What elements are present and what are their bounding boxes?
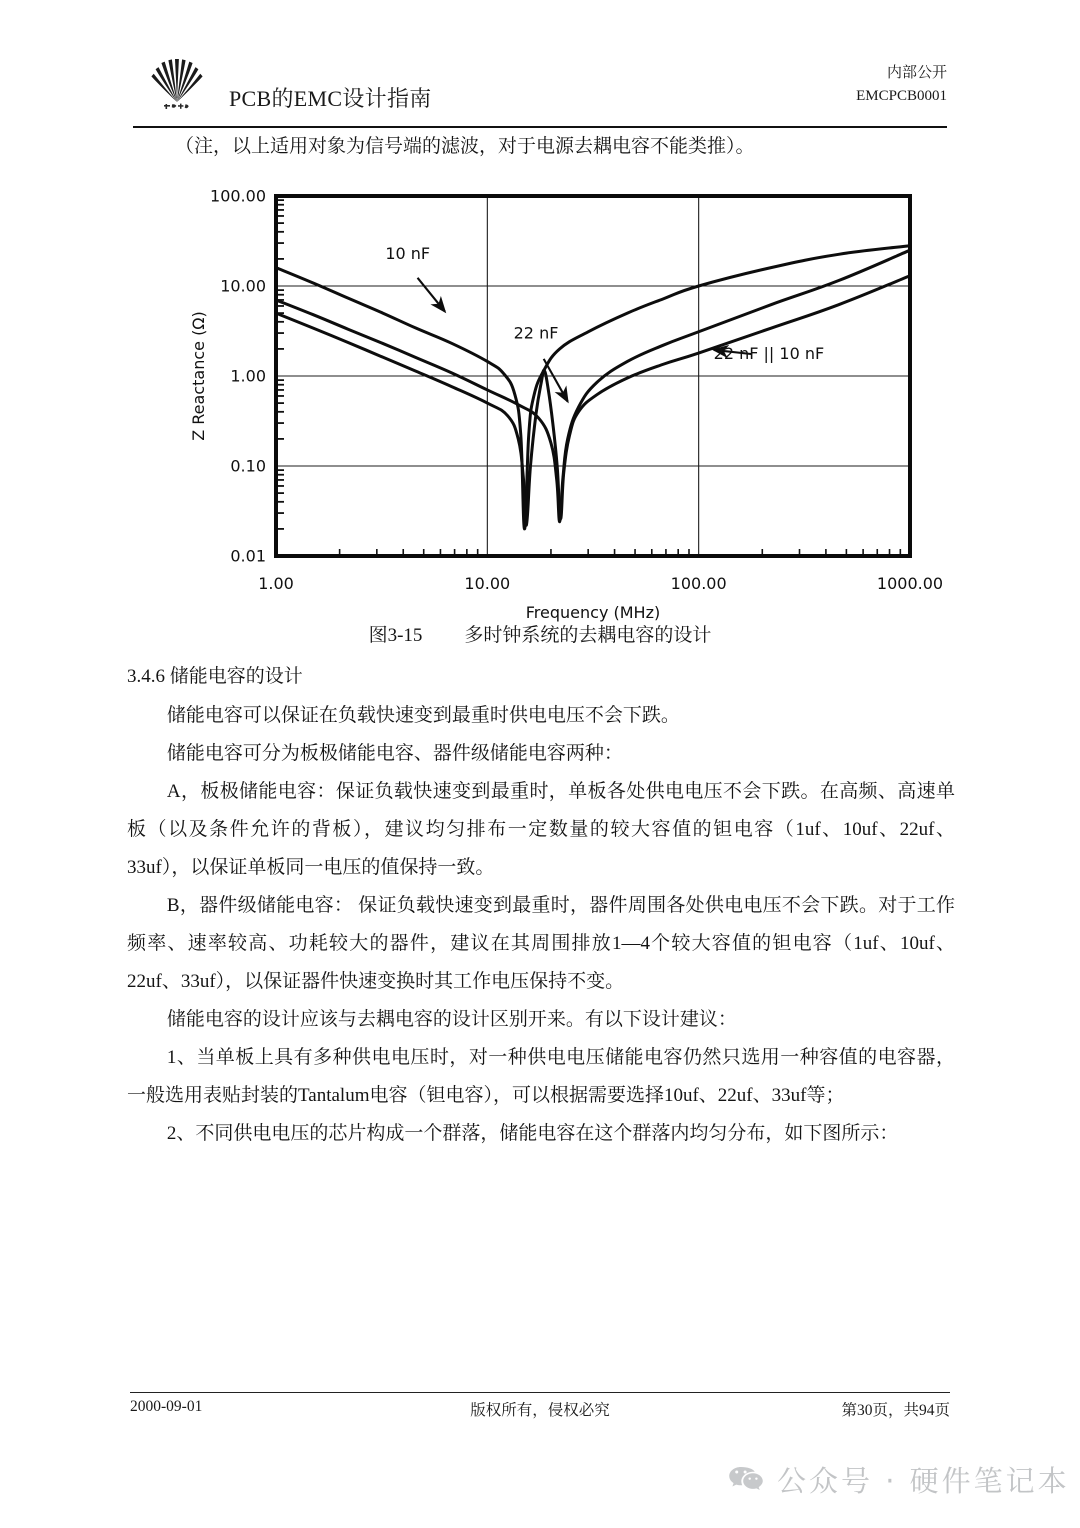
header-doc-number: EMCPCB0001 <box>856 87 947 104</box>
huawei-fan-logo-icon <box>149 56 205 114</box>
header-document-title: PCB的EMC设计指南 <box>229 86 432 111</box>
y-tick-label: 1.00 <box>230 366 266 386</box>
figure-impedance-chart <box>176 178 946 622</box>
x-tick-label: 1.00 <box>258 574 294 593</box>
paragraph-4: B，器件级储能电容： 保证负载快速变到最重时，器件周围各处供电电压不会下跌。对于工作频率、速率较高、功耗较大的器件，建议在其周围排放1—4个较大容值的钽电容（1uf、10uf、22uf、33uf），以保证器件快速变换时其工作电压保持不变。 <box>127 895 955 993</box>
annotation-10-nf <box>385 244 445 312</box>
section-number: 3.4.6 <box>127 666 165 687</box>
paragraph-1: 储能电容可以保证在负载快速变到最重时供电电压不会下跌。 <box>166 705 680 727</box>
impedance-vs-frequency-plot <box>176 178 946 622</box>
footer-date: 2000-09-01 <box>130 1398 203 1415</box>
y-tick-label: 0.01 <box>230 546 266 566</box>
svg-text:22 nF: 22 nF <box>513 323 559 343</box>
header-meta <box>856 62 947 107</box>
section-title: 储能电容的设计 <box>169 666 303 687</box>
header-classification: 内部公开 <box>886 65 947 81</box>
x-axis-label: Frequency (MHz) <box>525 603 661 622</box>
footer-divider <box>130 1392 950 1393</box>
curve-22-nf <box>276 250 910 522</box>
paragraph-2: 储能电容可分为板极储能电容、器件级储能电容两种： <box>166 743 623 765</box>
note-paragraph: （注，以上适用对象为信号端的滤波，对于电源去耦电容不能类推）。 <box>175 136 755 157</box>
watermark <box>728 1459 1070 1500</box>
x-tick-label: 1000.00 <box>876 574 944 593</box>
y-axis-label: Z Reactance (Ω) <box>189 311 208 441</box>
document-body <box>127 662 955 1153</box>
y-tick-label: 0.10 <box>230 456 266 476</box>
watermark-text: 公众号 · 硬件笔记本 <box>777 1464 1070 1498</box>
footer-copyright: 版权所有，侵权必究 <box>470 1402 610 1419</box>
figure-caption-number: 图3-15 <box>368 625 423 646</box>
y-tick-label: 100.00 <box>210 186 266 206</box>
paragraph-7: 2、不同供电电压的芯片构成一个群落，储能电容在这个群落内均匀分布，如下图所示： <box>166 1123 899 1145</box>
page-header <box>133 52 947 124</box>
page-footer <box>130 1398 950 1422</box>
wechat-icon <box>728 1465 764 1495</box>
annotation-22-nf-10-nf <box>714 344 825 363</box>
paragraph-6: 1、当单板上具有多种供电电压时，对一种供电电压储能电容仍然只选用一种容值的电容器，一般选用表贴封装的Tantalum电容（钽电容），可以根据需要选择10uf、22uf、33uf等； <box>127 1047 955 1107</box>
curve-22-nf-10-nf <box>276 276 910 526</box>
paragraph-3: A，板极储能电容：保证负载快速变到最重时，单板各处供电电压不会下跌。在高频、高速单板（以及条件允许的背板），建议均匀排布一定数量的较大容值的钽电容（1uf、10uf、22uf、33uf），以保证单板同一电压的值保持一致。 <box>127 781 955 879</box>
x-tick-label: 10.00 <box>464 574 511 593</box>
svg-text:10 nF: 10 nF <box>385 243 431 263</box>
x-tick-label: 100.00 <box>670 574 727 593</box>
svg-text:22 nF || 10 nF: 22 nF || 10 nF <box>713 343 825 363</box>
paragraph-5: 储能电容的设计应该与去耦电容的设计区别开来。有以下设计建议： <box>166 1009 737 1031</box>
header-divider <box>133 126 947 128</box>
section-heading <box>127 662 955 691</box>
footer-pagination: 第30页，共94页 <box>841 1402 950 1419</box>
figure-caption <box>0 620 1080 647</box>
y-tick-label: 10.00 <box>220 276 266 296</box>
figure-caption-text: 多时钟系统的去耦电容的设计 <box>464 625 712 646</box>
